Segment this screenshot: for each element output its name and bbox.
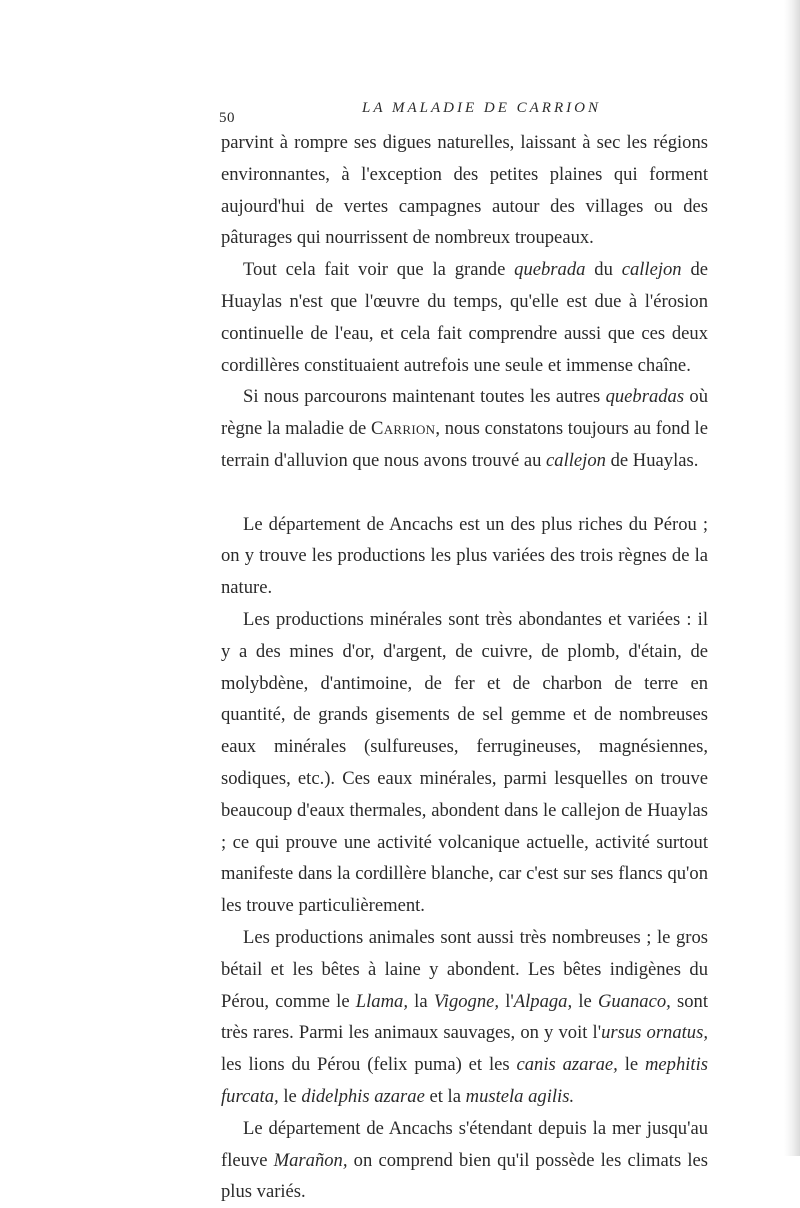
text-run: Les productions minérales sont très abondantes et variées : il y a des mines d'or, d'argent, de cuivre, de plomb, d'étain, de molybdène, d'antimoine, de fer et de charbon de terre en quantité, de grands gisements de sel gemme et de nombreuses eaux minérales (sulfureuses, ferrugineuses, magnésiennes, sodiques, etc.). Ces eaux minérales, parmi lesquelles on trouve beaucoup d'eaux thermales, abondent dans le callejon de Huaylas ; ce qui prouve une activité volcanique actuelle, activité surtout manifeste dans la cordillère blanche, car c'est sur ses flancs qu'on les trouve particulièrement. bbox=[221, 608, 708, 917]
text-run: et la bbox=[424, 1085, 466, 1107]
paragraph-ancachs-riches bbox=[221, 509, 708, 604]
page-number: 50 bbox=[219, 110, 235, 126]
italic-term: quebrada bbox=[514, 259, 586, 281]
italic-term: Guanaco, bbox=[597, 990, 671, 1012]
text-run: de Huaylas. bbox=[605, 449, 699, 471]
italic-term: Alpaga, bbox=[513, 990, 573, 1012]
italic-term: quebradas bbox=[605, 386, 685, 408]
small-caps-name: Carrion bbox=[371, 418, 436, 440]
paragraph-quebrada-erosion bbox=[221, 254, 708, 381]
italic-term: didelphis azarae bbox=[301, 1085, 425, 1107]
text-run: le bbox=[617, 1054, 645, 1076]
italic-term: callejon bbox=[621, 259, 682, 281]
italic-term: canis azarae, bbox=[516, 1054, 618, 1076]
text-run: Tout cela fait voir que la grande bbox=[243, 259, 515, 281]
text-run: le bbox=[278, 1085, 302, 1107]
italic-term: callejon bbox=[546, 449, 606, 471]
paragraph-lake-breach bbox=[221, 127, 708, 254]
text-run: le bbox=[572, 990, 598, 1012]
text-run: Le département de Ancachs est un des plus riches du Pérou ; on y trouve les productions les plus variées des trois règnes de la nature. bbox=[221, 513, 708, 599]
text-run: on comprend bien qu'il possède les climats les plus variés. bbox=[221, 1149, 709, 1203]
body-text bbox=[221, 127, 708, 1208]
italic-term: Marañon, bbox=[273, 1149, 348, 1171]
italic-term: Vigogne, bbox=[433, 990, 500, 1012]
text-run: la bbox=[407, 990, 434, 1012]
paragraph-climates bbox=[221, 1113, 708, 1208]
italic-term: mustela agilis. bbox=[465, 1085, 575, 1107]
text-run: où règne la maladie de bbox=[221, 386, 708, 440]
text-run: Les productions animales sont aussi très nombreuses ; le gros bétail et les bêtes à laine y abondent. Les bêtes indigènes du Pérou, comme le bbox=[221, 926, 708, 1012]
text-run: Le département de Ancachs s'étendant depuis la mer jusqu'au fleuve bbox=[221, 1117, 708, 1171]
running-title: LA MALADIE DE CARRION bbox=[362, 100, 601, 116]
text-run: l' bbox=[499, 990, 514, 1012]
paragraph-mineral-productions bbox=[221, 604, 708, 922]
italic-term: ursus ornatus, bbox=[601, 1022, 708, 1044]
text-run: sont très rares. Parmi les animaux sauvages, on y voit l' bbox=[221, 990, 708, 1044]
text-run: parvint à rompre ses digues naturelles, laissant à sec les régions environnantes, à l'exception des petites plaines qui forment aujourd'hui de vertes campagnes autour des villages ou des pâturages qui nourrissent de nombreux troupeaux. bbox=[221, 132, 708, 249]
text-run: les lions du Pérou (felix puma) et les bbox=[221, 1054, 517, 1076]
italic-term: mephitis furcata, bbox=[221, 1054, 708, 1107]
page-edge-shadow bbox=[784, 0, 800, 1156]
text-run: , nous constatons toujours au fond le terrain d'alluvion que nous avons trouvé au bbox=[221, 418, 708, 471]
text-run: de Huaylas n'est que l'œuvre du temps, qu'elle est due à l'érosion continuelle de l'eau, et cela fait comprendre aussi que ces deux cordillères constituaient autrefois une seule et immense chaîne. bbox=[221, 259, 708, 376]
italic-term: Llama, bbox=[355, 990, 408, 1012]
paragraph-animal-productions bbox=[221, 922, 708, 1113]
paragraph-other-quebradas bbox=[221, 381, 708, 476]
text-run: du bbox=[585, 259, 622, 281]
text-run: Si nous parcourons maintenant toutes les autres bbox=[243, 386, 606, 408]
